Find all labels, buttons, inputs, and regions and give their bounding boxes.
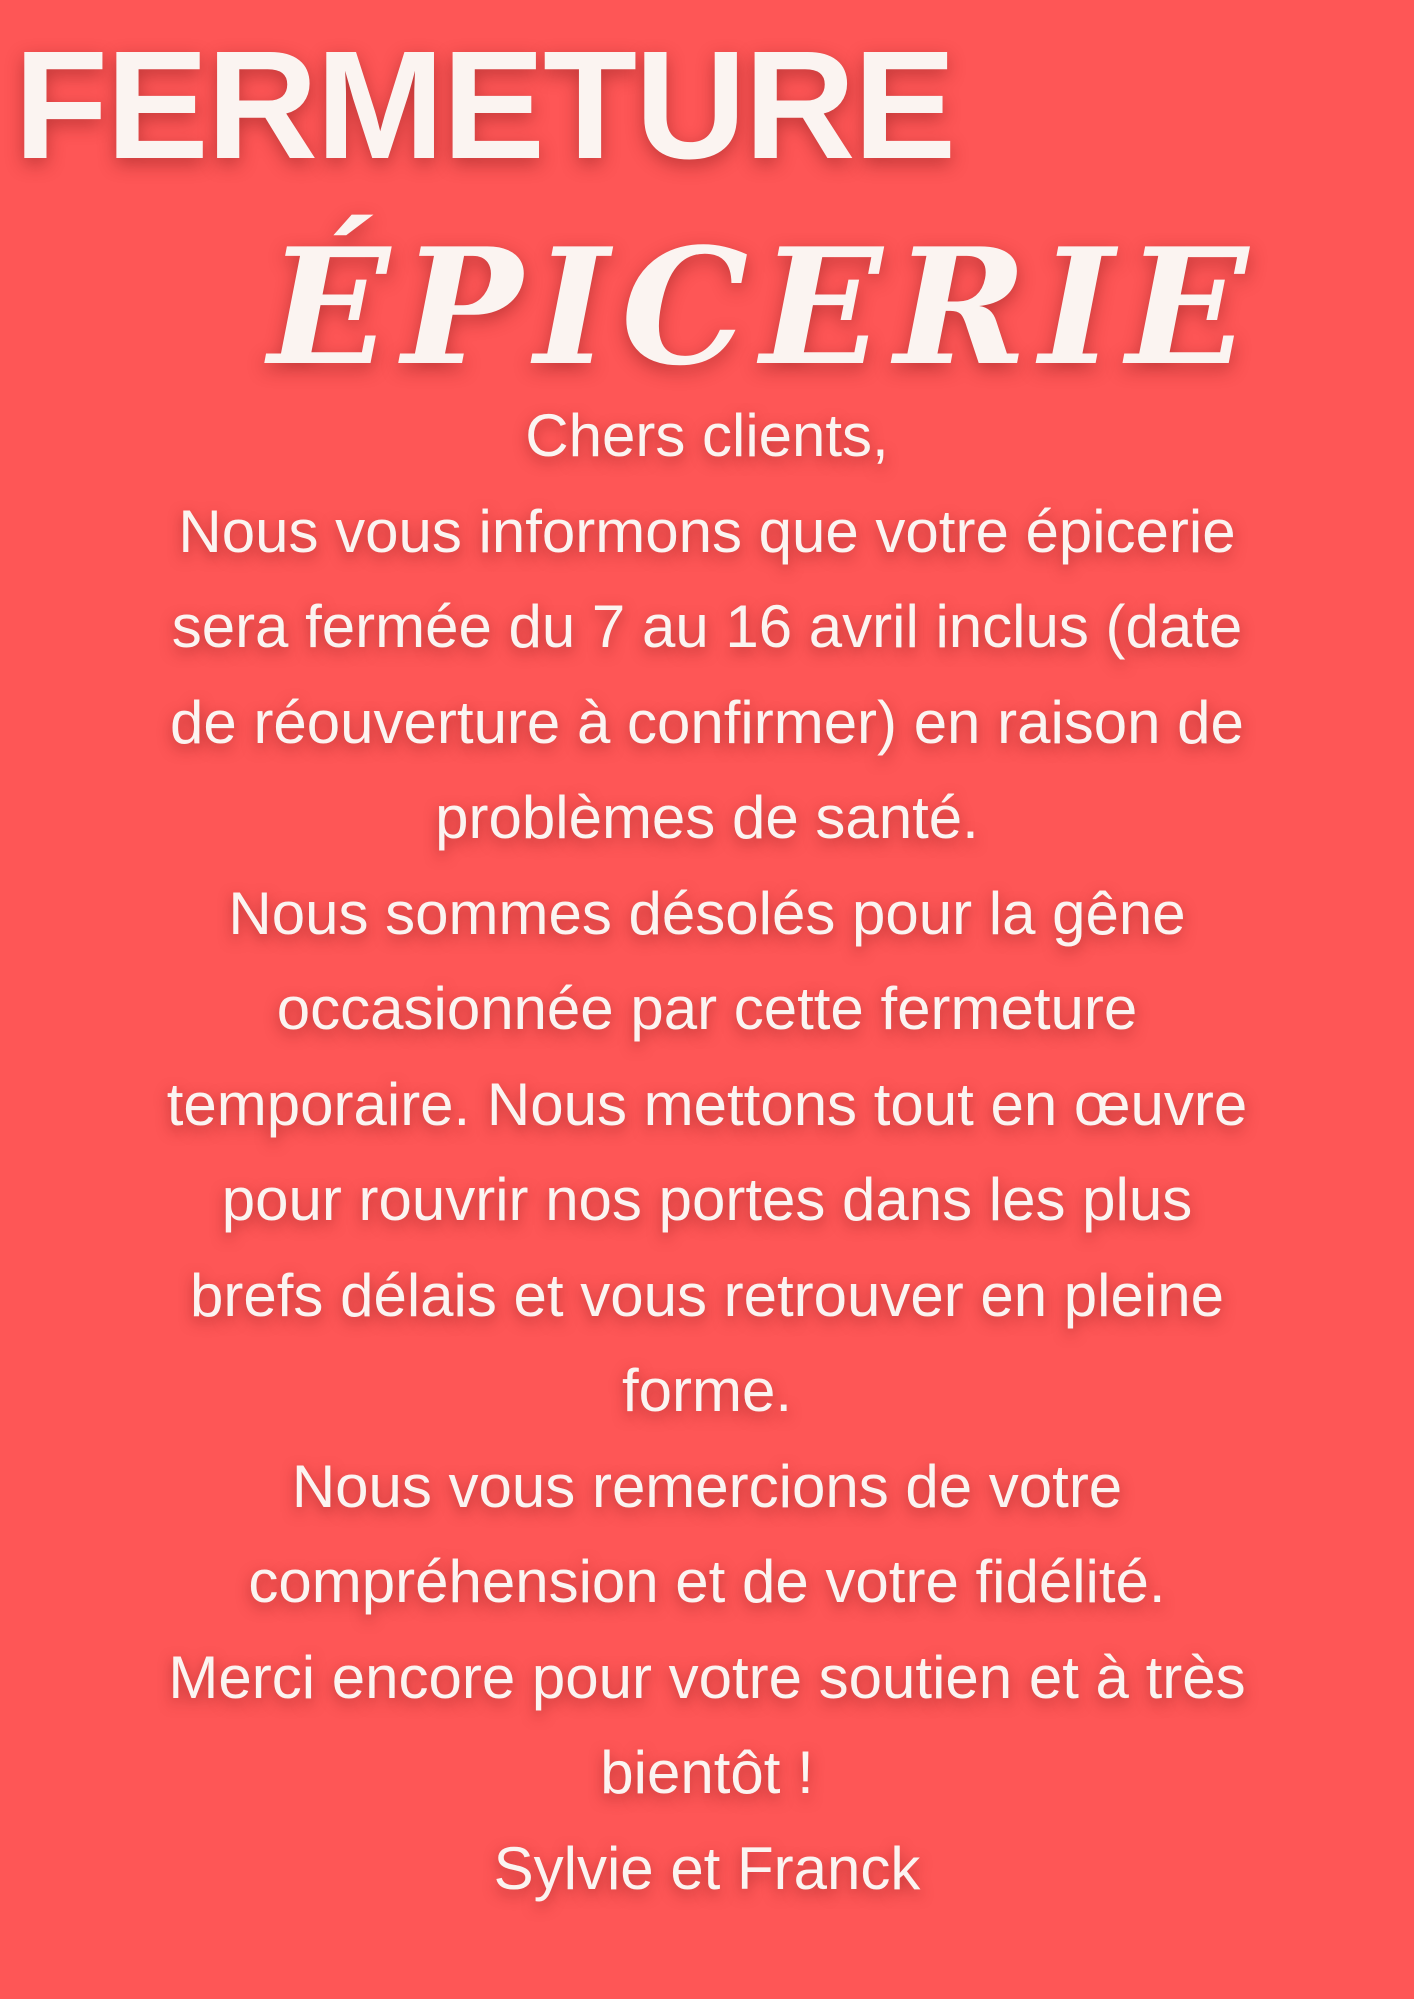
message-line: compréhension et de votre fidélité.: [248, 1548, 1166, 1615]
title-epicerie: ÉPICERIE: [268, 213, 1261, 401]
notice-message: [0, 388, 1414, 1916]
message-line: pour rouvrir nos portes dans les plus: [221, 1166, 1193, 1233]
message-line: de réouverture à confirmer) en raison de: [170, 688, 1244, 756]
message-line: occasionnée par cette fermeture: [276, 975, 1138, 1042]
message-line: Merci encore pour votre soutien et à très: [168, 1643, 1246, 1711]
signature-line: Sylvie et Franck: [493, 1834, 921, 1902]
message-line: brefs délais et vous retrouver en pleine: [190, 1261, 1224, 1329]
message-line: Nous vous remercions de votre: [291, 1452, 1123, 1520]
message-line: bientôt !: [600, 1739, 814, 1806]
message-line: problèmes de santé.: [435, 784, 979, 851]
message-line: sera fermée du 7 au 16 avril inclus (date: [171, 593, 1243, 660]
message-line: forme.: [621, 1357, 793, 1424]
message-line: Nous sommes désolés pour la gêne: [228, 879, 1186, 947]
message-line: temporaire. Nous mettons tout en œuvre: [166, 1070, 1248, 1138]
message-line: Nous vous informons que votre épicerie: [178, 497, 1236, 565]
title-fermeture: FERMETURE: [14, 19, 955, 191]
greeting-line: Chers clients,: [525, 402, 889, 469]
